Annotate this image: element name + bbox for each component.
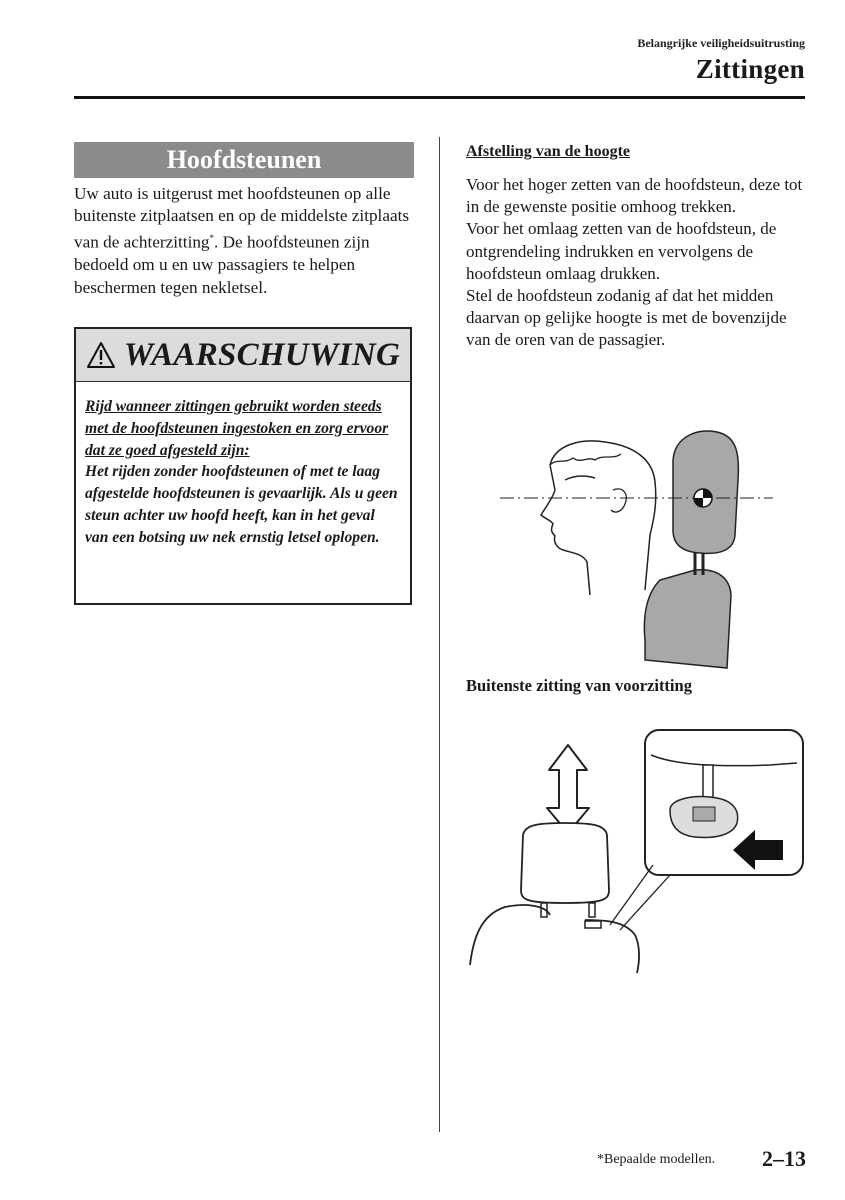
warning-box [74, 327, 412, 605]
subheading-height-adjustment: Afstelling van de hoogte [466, 143, 630, 160]
headrest-release-illustration [465, 725, 810, 975]
headrest-alignment-illustration [495, 420, 775, 670]
footnote-marker: * [209, 233, 215, 244]
footnote: *Bepaalde modellen. [597, 1152, 716, 1167]
instruction-paragraph: Voor het omlaag zetten van de hoofdsteun, de ontgrendeling indrukken en vervolgens de hoofdsteun omlaag drukken. [466, 219, 777, 283]
ear [611, 489, 626, 512]
intro-paragraph: Uw auto is uitgerust met hoofdsteunen op alle buitenste zitplaatsen en op de middelste zitplaats van de achterzitting*. De hoofdsteunen zijn bedoeld om u en uw passagiers te helpen beschermen tegen nekletsel. [74, 184, 410, 297]
warning-title: WAARSCHUWING [123, 336, 401, 373]
running-header-section: Belangrijke veiligheidsuitrusting [637, 36, 805, 50]
header-rule [74, 96, 805, 99]
headrest [521, 823, 609, 903]
instruction-paragraph: Stel de hoofdsteun zodanig af dat het midden daarvan op gelijke hoogte is met de bovenzijde van de oren van de passagier. [466, 286, 787, 350]
warning-body [76, 382, 410, 549]
illustration-caption: Buitenste zitting van voorzitting [466, 676, 692, 695]
up-down-arrow-icon [547, 745, 589, 833]
warning-triangle-icon [86, 341, 116, 369]
running-header-title: Zittingen [695, 54, 805, 84]
head-profile [541, 441, 656, 595]
adjustment-instructions [466, 174, 811, 352]
page-number: 2–13 [762, 1146, 806, 1171]
warning-lead: Rijd wanneer zittingen gebruikt worden steeds met de hoofdsteunen ingestoken en zorg ervoor dat ze goed afgesteld zijn: [85, 398, 389, 459]
seat-top [470, 905, 639, 973]
seat-back [644, 570, 731, 668]
instruction-paragraph: Voor het hoger zetten van de hoofdsteun, deze tot in de gewenste positie omhoog trekken. [466, 175, 803, 217]
column-divider [439, 137, 440, 1132]
warning-header [76, 329, 410, 382]
section-banner-hoofdsteunen: Hoofdsteunen [74, 142, 414, 178]
warning-text: Het rijden zonder hoofdsteunen of met te laag afgestelde hoofdsteunen is gevaarlijk. Als u geen steun achter uw hoofd heeft, kan in het geval van een botsing uw nek ernstig letsel oplopen. [85, 463, 398, 546]
